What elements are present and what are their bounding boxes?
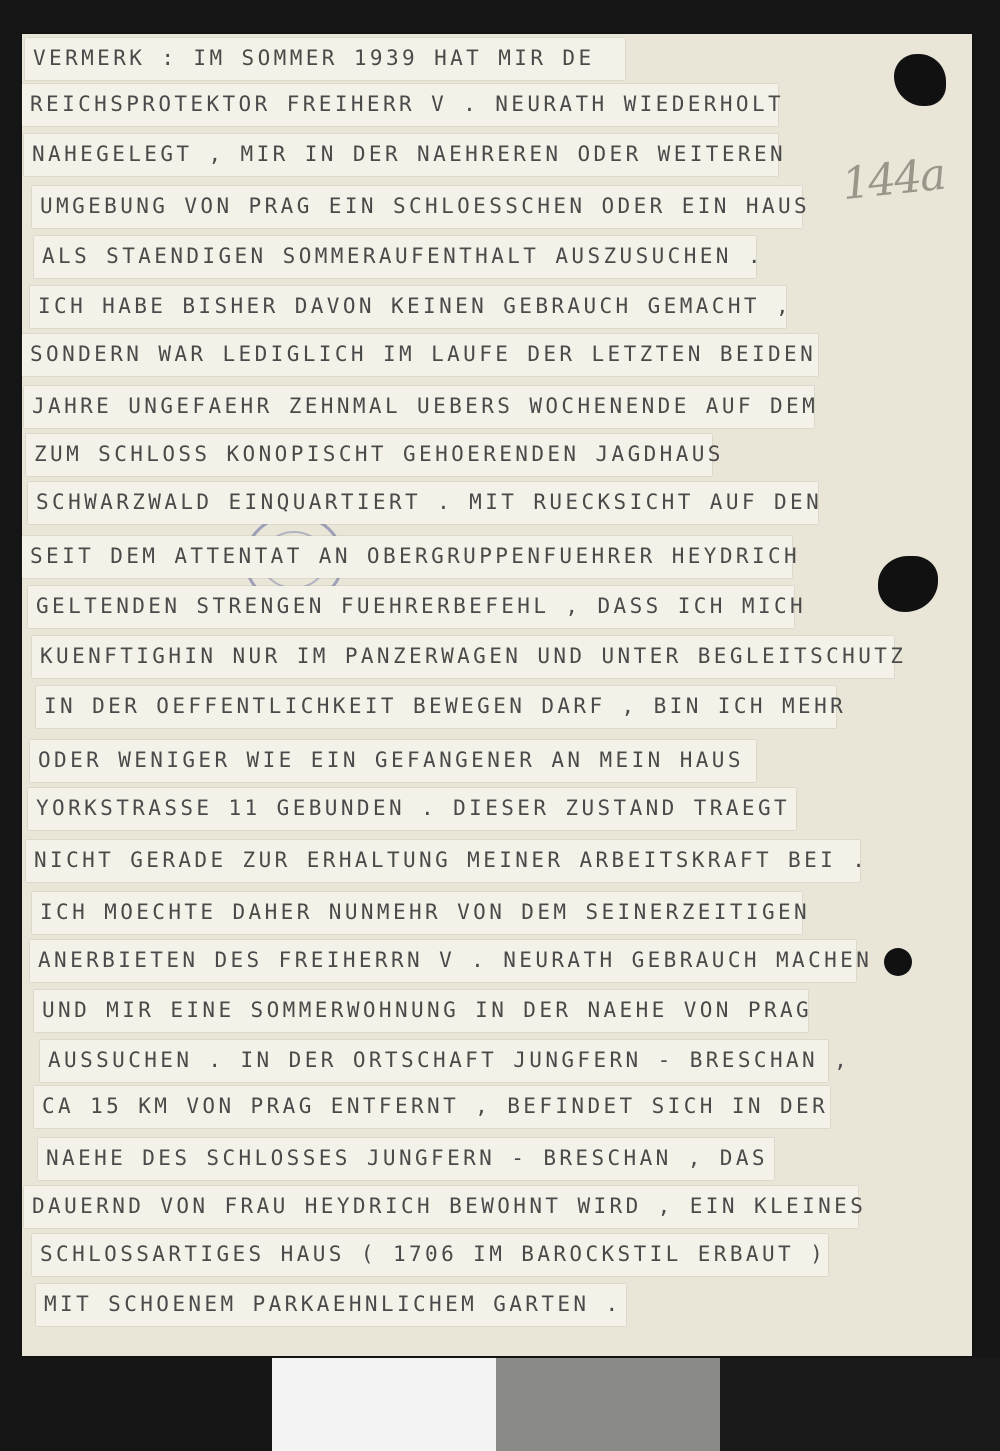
typed-line-26: MIT SCHOENEM PARKAEHNLICHEM GARTEN . [36,1284,626,1326]
typed-line-7: SONDERN WAR LEDIGLICH IM LAUFE DER LETZTEN BEIDEN [22,334,818,376]
document-page [22,34,972,1356]
color-card-white [272,1358,496,1451]
typed-line-19: ANERBIETEN DES FREIHERRN V . NEURATH GEBRAUCH MACHEN [30,940,856,982]
typed-line-4: UMGEBUNG VON PRAG EIN SCHLOESSCHEN ODER EIN HAUS [32,186,802,228]
typed-line-20: UND MIR EINE SOMMERWOHNUNG IN DER NAEHE VON PRAG [34,990,808,1032]
typed-line-17: NICHT GERADE ZUR ERHALTUNG MEINER ARBEITSKRAFT BEI . [26,840,860,882]
torn-hole-top [894,54,946,106]
typed-line-10: SCHWARZWALD EINQUARTIERT . MIT RUECKSICHT AUF DEN [28,482,818,524]
typed-line-25: SCHLOSSARTIGES HAUS ( 1706 IM BAROCKSTIL ERBAUT ) [32,1234,828,1276]
typed-line-22: CA 15 KM VON PRAG ENTFERNT , BEFINDET SICH IN DER [34,1086,830,1128]
handwritten-page-number: 144a [839,148,947,211]
color-card-dark [720,1358,1000,1451]
typed-line-16: YORKSTRASSE 11 GEBUNDEN . DIESER ZUSTAND TRAEGT [28,788,796,830]
typed-line-21: AUSSUCHEN . IN DER ORTSCHAFT JUNGFERN - BRESCHAN , [40,1040,828,1082]
typed-line-15: ODER WENIGER WIE EIN GEFANGENER AN MEIN HAUS [30,740,756,782]
typed-line-6: ICH HABE BISHER DAVON KEINEN GEBRAUCH GEMACHT , [30,286,786,328]
typed-line-12: GELTENDEN STRENGEN FUEHRERBEFEHL , DASS ICH MICH [28,586,794,628]
typed-line-23: NAEHE DES SCHLOSSES JUNGFERN - BRESCHAN , DAS [38,1138,774,1180]
typed-line-11: SEIT DEM ATTENTAT AN OBERGRUPPENFUEHRER HEYDRICH [22,536,792,578]
typed-line-14: IN DER OEFFENTLICHKEIT BEWEGEN DARF , BIN ICH MEHR [36,686,836,728]
typed-line-8: JAHRE UNGEFAEHR ZEHNMAL UEBERS WOCHENENDE AUF DEM [24,386,814,428]
punch-hole [884,948,912,976]
typed-line-13: KUENFTIGHIN NUR IM PANZERWAGEN UND UNTER BEGLEITSCHUTZ [32,636,894,678]
typed-line-2: REICHSPROTEKTOR FREIHERR V . NEURATH WIEDERHOLT [22,84,778,126]
color-card-gray [496,1358,720,1451]
typed-line-1: VERMERK : IM SOMMER 1939 HAT MIR DE [25,38,625,80]
typed-line-24: DAUERND VON FRAU HEYDRICH BEWOHNT WIRD , EIN KLEINES [24,1186,858,1228]
typed-line-9: ZUM SCHLOSS KONOPISCHT GEHOERENDEN JAGDHAUS [26,434,712,476]
torn-hole-middle [878,556,938,612]
typed-line-3: NAHEGELEGT , MIR IN DER NAEHREREN ODER WEITEREN [24,134,778,176]
typed-line-18: ICH MOECHTE DAHER NUNMEHR VON DEM SEINERZEITIGEN [32,892,802,934]
typed-line-5: ALS STAENDIGEN SOMMERAUFENTHALT AUSZUSUCHEN . [34,236,756,278]
